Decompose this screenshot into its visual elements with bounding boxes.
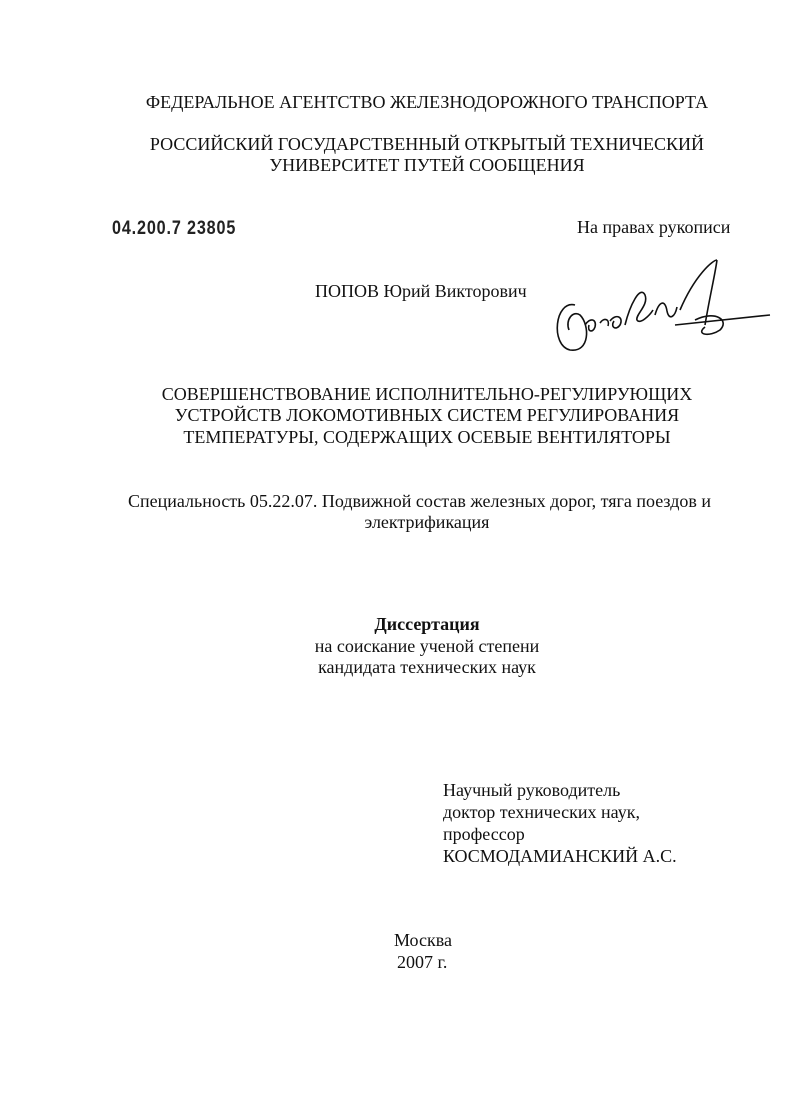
university-name-line2: УНИВЕРСИТЕТ ПУТЕЙ СООБЩЕНИЯ xyxy=(269,155,585,175)
title-line-1: СОВЕРШЕНСТВОВАНИЕ ИСПОЛНИТЕЛЬНО-РЕГУЛИРУЮЩИХ xyxy=(161,384,693,404)
specialty-line2: электрификация xyxy=(364,512,490,532)
city: Москва xyxy=(394,930,452,950)
title-line-2: УСТРОЙСТВ ЛОКОМОТИВНЫХ СИСТЕМ РЕГУЛИРОВАНИЯ xyxy=(174,405,680,425)
specialty-line1: Специальность 05.22.07. Подвижной состав железных дорог, тяга поездов и xyxy=(128,491,711,511)
dissertation-line2: кандидата технических наук xyxy=(318,657,536,677)
dissertation-heading xyxy=(100,614,754,636)
manuscript-rights: На правах рукописи xyxy=(577,217,731,237)
year: 2007 г. xyxy=(397,952,448,972)
dissertation-heading-text: Диссертация xyxy=(374,614,480,634)
supervisor-name: КОСМОДАМИАНСКИЙ А.С. xyxy=(443,846,677,866)
university-name-line1: РОССИЙСКИЙ ГОСУДАРСТВЕННЫЙ ОТКРЫТЫЙ ТЕХНИЧЕСКИЙ xyxy=(149,134,705,154)
dissertation-line1: на соискание ученой степени xyxy=(314,636,540,656)
author-signature xyxy=(545,255,775,365)
author-name: ПОПОВ Юрий Викторович xyxy=(315,281,527,301)
registration-stamp-number: 04.200.7 23805 xyxy=(112,218,237,239)
title-line-3: ТЕМПЕРАТУРЫ, СОДЕРЖАЩИХ ОСЕВЫЕ ВЕНТИЛЯТОРЫ xyxy=(183,427,671,447)
supervisor-label: Научный руководитель xyxy=(443,780,621,800)
supervisor-degree: доктор технических наук, xyxy=(443,802,640,822)
agency-name: ФЕДЕРАЛЬНОЕ АГЕНТСТВО ЖЕЛЕЗНОДОРОЖНОГО ТРАНСПОРТА xyxy=(145,92,709,112)
supervisor-rank: профессор xyxy=(443,824,525,844)
